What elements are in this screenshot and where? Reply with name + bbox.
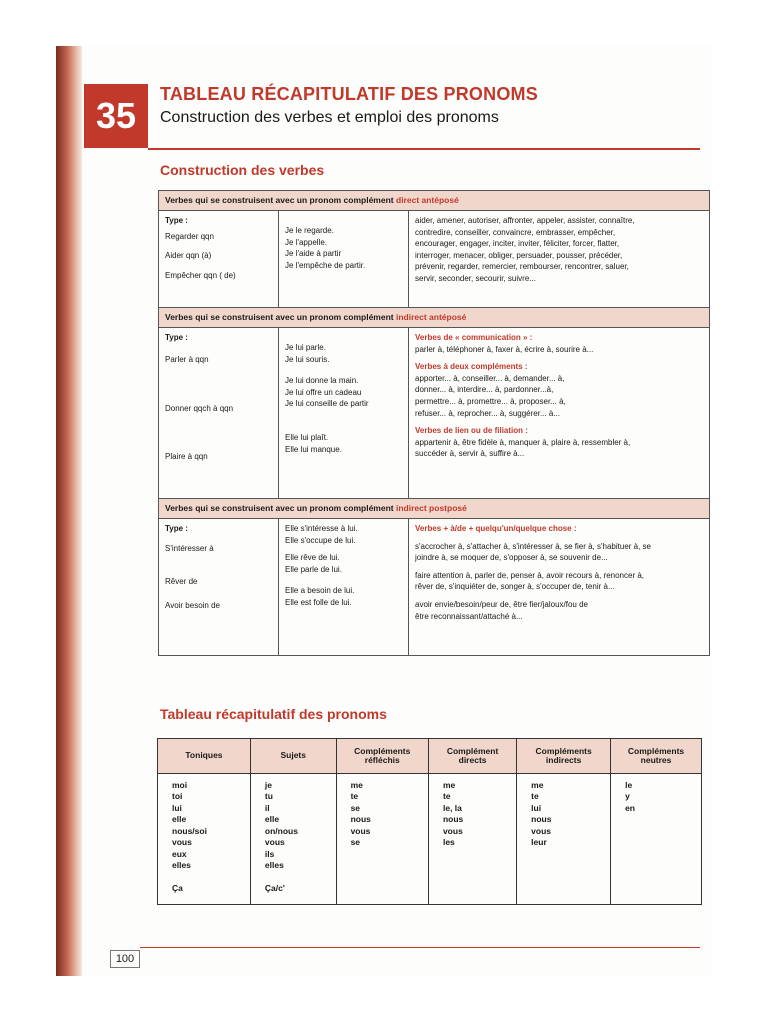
col-indirects: me te lui nous vous leur <box>517 774 611 905</box>
chapter-title: TABLEAU RÉCAPITULATIF DES PRONOMS <box>160 84 538 104</box>
verbs-list-cell: aider, amener, autoriser, affronter, appeler, assister, connaître, contredire, conseiller, convaincre, embrasser, empêcher, encourager, engager, inciter, inviter, féliciter, forcer, flatter, interroger, menacer, obliger, persuader, pousser, précéder, prévenir, regarder, remercier, rembourser, rencontrer, saluer, servir, seconder, secourir, suivre... <box>415 216 635 283</box>
title-rule <box>148 148 700 150</box>
block-row-direct <box>159 211 709 308</box>
footer-rule <box>140 947 700 948</box>
verbs-groups-cell: Verbes + à/de + quelqu'un/quelque chose : s'accrocher à, s'attacher à, s'intéresser à, se fier à, s'habituer à, se joindre à, se moquer de, s'opposer à, se souvenir de... faire attention à, parler de, penser à, avoir recours à, renoncer à, rêver de, s'inquiéter de, songer à, s'occuper de, tenir à... avoir envie/besoin/peur de, être fier/jaloux/fou de être reconnaissant/attaché à... <box>415 524 651 621</box>
examples-cell: Je lui parle. Je lui souris. Je lui donne la main. Je lui offre un cadeau Je lui conseille de partir Elle lui plaît. Elle lui manque. <box>279 328 409 498</box>
types-cell: Type : Regarder qqn Aider qqn (à) Empêcher qqn ( de) <box>159 211 279 307</box>
examples-cell: Je le regarde. Je l'appelle. Je l'aide à partir Je l'empêche de partir. <box>279 211 409 307</box>
page-number: 100 <box>110 950 140 968</box>
col-directs: me te le, la nous vous les <box>428 774 516 905</box>
block-header-indirect-antepose: Verbes qui se construisent avec un pronom complément indirect antéposé <box>159 308 709 328</box>
pronouns-body-row <box>158 774 702 905</box>
book-spine <box>56 46 82 976</box>
col-toniques: moi toi lui elle nous/soi vous eux elles Ça <box>158 774 251 905</box>
chapter-subtitle: Construction des verbes et emploi des pronoms <box>160 109 499 126</box>
section-title-pronouns: Tableau récapitulatif des pronoms <box>160 706 387 722</box>
types-cell: Type : S'intéresser à Rêver de Avoir besoin de <box>159 519 279 655</box>
section-title-construction: Construction des verbes <box>160 162 325 178</box>
block-row-indirect-postpose <box>159 519 709 655</box>
block-header-direct: Verbes qui se construisent avec un pronom complément direct antéposé <box>159 191 709 211</box>
block-header-indirect-postpose: Verbes qui se construisent avec un pronom complément indirect postposé <box>159 499 709 519</box>
pronouns-table <box>157 738 702 905</box>
col-header: Toniques <box>158 739 251 774</box>
types-cell: Type : Parler à qqn Donner qqch à qqn Plaire à qqn <box>159 328 279 498</box>
col-neutres: le y en <box>611 774 702 905</box>
col-header: Compléments neutres <box>611 739 702 774</box>
verbs-groups-cell: Verbes de « communication » : parler à, téléphoner à, faxer à, écrire à, sourire à... Verbes à deux compléments : apporter... à, conseiller... à, demander... à, donner... à, interdire... à, pardonner...à, permettre... à, promettre... à, proposer... à, refuser... à, reprocher... à, suggérer... à... Verbes de lien ou de filiation : appartenir à, être fidèle à, manquer à, plaire à, ressembler à, succéder à, servir à, suffire à... <box>415 333 631 459</box>
col-header: Complément directs <box>428 739 516 774</box>
verbs-table <box>158 190 710 656</box>
chapter-number: 35 <box>84 84 148 148</box>
pronouns-header-row <box>158 739 702 774</box>
block-row-indirect-antepose <box>159 328 709 499</box>
col-header: Compléments indirects <box>517 739 611 774</box>
col-header: Compléments réfléchis <box>336 739 428 774</box>
col-sujets: je tu il elle on/nous vous ils elles Ça/c' <box>250 774 336 905</box>
col-header: Sujets <box>250 739 336 774</box>
col-reflechis: me te se nous vous se <box>336 774 428 905</box>
examples-cell: Elle s'intéresse à lui. Elle s'occupe de lui. Elle rêve de lui. Elle parle de lui. Elle a besoin de lui. Elle est folle de lui. <box>279 519 409 655</box>
